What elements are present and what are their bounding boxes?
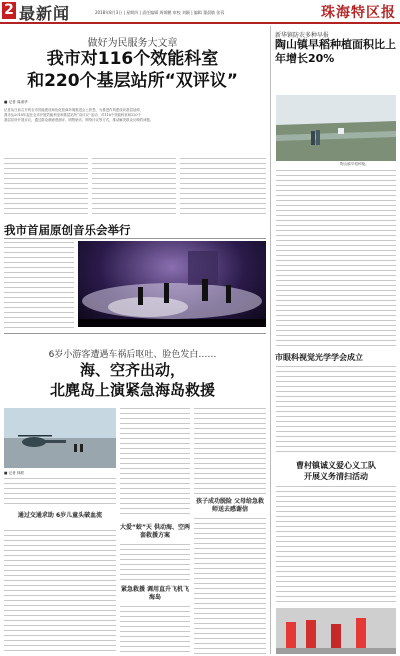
rescue-body-col-3b bbox=[194, 518, 266, 654]
rescue-headline bbox=[0, 360, 265, 400]
rice-photo-caption: 陶山镇早稻种植。 bbox=[340, 162, 369, 166]
volunteer-body bbox=[276, 486, 396, 604]
newspaper-logo: 珠海特区报 bbox=[321, 5, 396, 21]
rice-field-photo bbox=[276, 95, 396, 161]
page-number: 2 bbox=[2, 2, 16, 19]
volunteer-headline-line2: 开展义务清扫活动 bbox=[304, 472, 368, 481]
rescue-body-col-1 bbox=[4, 530, 116, 654]
rescue-subhead-4: 孩子成功脱险 父母给急救师送去感谢信 bbox=[195, 498, 265, 513]
concert-body bbox=[4, 242, 74, 328]
rescue-byline-text: 记者 林联 bbox=[8, 471, 25, 475]
helicopter-image bbox=[4, 408, 116, 468]
rescue-subhead-3: 大爱“蛟”天 供动海、空两套救援方案 bbox=[120, 524, 190, 539]
rice-field-image bbox=[276, 95, 396, 161]
rescue-subhead-1: 通过交通求助 6岁儿童头破血流 bbox=[17, 512, 103, 519]
proof-label: 审校 bbox=[172, 10, 181, 15]
design-names: 董晨敏 张蓉 bbox=[203, 10, 225, 15]
issue-date: 2018年8月3日 bbox=[95, 10, 123, 15]
rescue-byline: ■ 记者 林联 bbox=[4, 471, 25, 475]
proof-name: 刘颖 bbox=[181, 10, 190, 15]
rescue-body-col-3 bbox=[194, 408, 266, 494]
volunteer-image bbox=[276, 608, 396, 654]
main-lead-p3: 基层站所开展评议，通过群众满意度测评、明察暗访、网络评议等方式，推动解决群众反映的问题。 bbox=[4, 118, 154, 123]
eye-society-headline: 市眼科视觉光学学会成立 bbox=[275, 353, 363, 362]
concert-stage-image bbox=[78, 241, 266, 327]
rescue-headline-line1: 海、空齐出动， bbox=[79, 361, 185, 379]
main-kicker: 做好为民服务大文章 bbox=[87, 38, 178, 49]
main-byline: ■ 记者 周淑华 bbox=[4, 100, 28, 104]
concert-divider bbox=[4, 238, 266, 239]
section-name: 最新闻 bbox=[19, 4, 71, 23]
rescue-subhead-2: 紧急救援 调用直升飞机飞海岛 bbox=[120, 586, 190, 601]
editor-label: 责任编辑 bbox=[142, 10, 159, 15]
column-divider bbox=[270, 26, 271, 654]
rescue-body-col-2b bbox=[120, 606, 190, 654]
main-headline bbox=[0, 48, 265, 92]
right-headline: 陶山镇早稻种植面积比上年增长20% bbox=[275, 38, 396, 65]
helicopter-photo bbox=[4, 408, 116, 468]
volunteer-headline-line1: 曹村镇诚义爱心义工队 bbox=[296, 461, 376, 470]
right-kicker: 新华镇防农多种早报 bbox=[275, 32, 330, 39]
right-top-body bbox=[276, 170, 396, 346]
rescue-body-col-2 bbox=[120, 408, 190, 518]
rescue-kicker: 6岁小游客遭遇车祸后呕吐、脸色发白…… bbox=[48, 350, 217, 360]
issue-weekday: 星期四 bbox=[126, 10, 139, 15]
main-lead bbox=[4, 108, 266, 152]
main-lead-p2: 我市从2018年起在全市开展效能科室和基层站所“双评议”活动，对116个效能科室和220个 bbox=[4, 113, 141, 118]
volunteer-photo bbox=[276, 608, 396, 654]
eye-society-body bbox=[276, 366, 396, 454]
concert-bottom-rule bbox=[4, 333, 266, 334]
design-label: 编辑 bbox=[193, 10, 202, 15]
main-byline-text: 记者 周淑华 bbox=[8, 100, 28, 104]
header-info: 2018年8月3日 | 星期四 | 责任编辑 周炳鹏 审校 刘颖 | 编辑 董晨敏 张蓉 bbox=[95, 10, 225, 15]
concert-headline: 我市首届原创音乐会举行 bbox=[4, 223, 131, 237]
editor-name: 周炳鹏 bbox=[159, 10, 172, 15]
main-body-col-3 bbox=[180, 158, 266, 214]
rescue-body-col-2a bbox=[120, 544, 190, 582]
rescue-lead-body bbox=[4, 478, 116, 508]
main-headline-line2: 和220个基层站所“双评议” bbox=[27, 71, 238, 91]
volunteer-headline bbox=[275, 460, 397, 482]
concert-stage-photo bbox=[78, 241, 266, 327]
page-header bbox=[0, 0, 400, 24]
main-body-col-2 bbox=[92, 158, 176, 214]
main-body-col-1 bbox=[4, 158, 88, 214]
rescue-headline-line2: 北麂岛上演紧急海岛救援 bbox=[49, 381, 215, 399]
main-lead-p1: 记者从日前召开的全市效能建设和优化营商环境推进会上获悉，为推进作风建设向基层延伸， bbox=[4, 108, 144, 112]
main-headline-line1: 我市对116个效能科室 bbox=[46, 49, 219, 69]
